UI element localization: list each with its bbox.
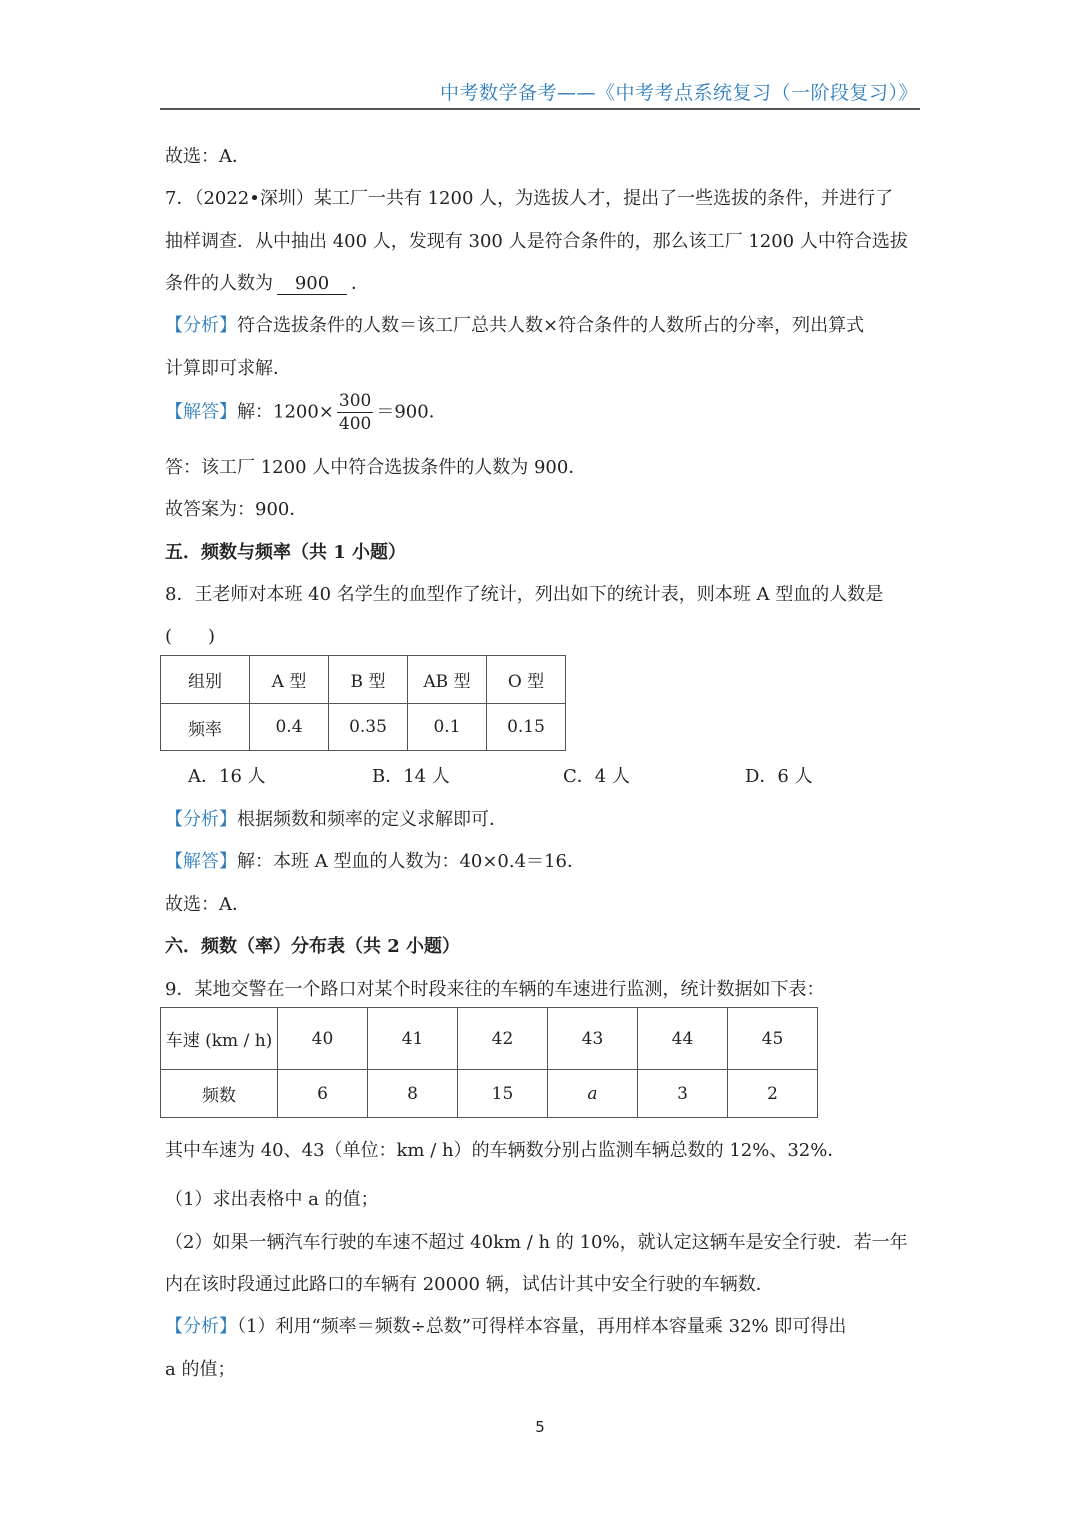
- solution-tag: 【解答】: [165, 401, 237, 423]
- q7-line3: [165, 269, 369, 295]
- table-cell: AB 型: [408, 656, 487, 704]
- q7-analysis: [165, 311, 864, 337]
- q9-analysis-2: a 的值；: [165, 1359, 236, 1380]
- table-cell: O 型: [487, 656, 566, 704]
- table-cell: A 型: [250, 656, 329, 704]
- q9-analysis: [165, 1312, 846, 1338]
- speed-table: [160, 1007, 818, 1118]
- q7-solution: [165, 390, 447, 435]
- q7-analysis-2: 计算即可求解．: [165, 358, 291, 379]
- option-c: C．4 人: [563, 766, 630, 787]
- table-cell: 2: [728, 1070, 818, 1118]
- table-cell: 3: [638, 1070, 728, 1118]
- table-row: [161, 656, 566, 704]
- table-cell: 41: [368, 1008, 458, 1070]
- q8-final: 故选：A．: [165, 894, 250, 915]
- table-cell: 6: [278, 1070, 368, 1118]
- solution-tag: 【解答】: [165, 851, 237, 872]
- fraction-numerator: 300: [338, 391, 372, 411]
- table-cell: 频数: [161, 1070, 278, 1118]
- analysis-tag: 【分析】: [165, 809, 237, 830]
- table-cell: 15: [458, 1070, 548, 1118]
- analysis-tag: 【分析】: [165, 1316, 237, 1337]
- table-cell: 频率: [161, 704, 250, 751]
- q7-text: 条件的人数为: [165, 273, 273, 294]
- q9-line2: 其中车速为 40、43（单位：km / h）的车辆数分别占监测车辆总数的 12%、32%．: [165, 1140, 846, 1161]
- table-cell: B 型: [329, 656, 408, 704]
- q7-end: ．: [351, 273, 369, 294]
- table-cell: 0.35: [329, 704, 408, 751]
- table-cell: 车速 (km / h): [161, 1008, 278, 1070]
- table-cell: 43: [548, 1008, 638, 1070]
- header-rule: [160, 108, 920, 110]
- solution-text: 解：本班 A 型血的人数为：40×0.4＝16．: [237, 851, 585, 872]
- q8-line2: ( ): [165, 626, 216, 647]
- header-title: 中考数学备考——《中考考点系统复习（一阶段复习）》: [439, 82, 918, 104]
- table-row: [161, 1070, 818, 1118]
- q9-line1: 9．某地交警在一个路口对某个时段来往的车辆的车速进行监测，统计数据如下表：: [165, 979, 825, 1000]
- solution-result: ＝900．: [376, 401, 447, 423]
- section-5-title: 五．频数与频率（共 1 小题）: [165, 542, 407, 563]
- table-row: [161, 1008, 818, 1070]
- table-cell: 组别: [161, 656, 250, 704]
- q7-answer: 答：该工厂 1200 人中符合选拔条件的人数为 900．: [165, 457, 587, 478]
- option-d: D．6 人: [745, 766, 813, 787]
- fraction-denominator: 400: [338, 414, 372, 434]
- q9-part2-cont: 内在该时段通过此路口的车辆有 20000 辆，试估计其中安全行驶的车辆数．: [165, 1274, 774, 1295]
- analysis-text: （1）利用“频率＝频数÷总数”可得样本容量，再用样本容量乘 32% 即可得出: [237, 1316, 847, 1337]
- table-cell: a: [548, 1070, 638, 1118]
- analysis-text: 根据频数和频率的定义求解即可．: [237, 809, 507, 830]
- q8-line1: 8．王老师对本班 40 名学生的血型作了统计，列出如下的统计表，则本班 A 型血的人数是: [165, 584, 884, 605]
- q7-line2: 抽样调查．从中抽出 400 人，发现有 300 人是符合条件的，那么该工厂 1200 人中符合选拔: [165, 231, 908, 252]
- table-cell: 42: [458, 1008, 548, 1070]
- table-cell: 44: [638, 1008, 728, 1070]
- q7-answer-blank: 900: [277, 273, 347, 295]
- table-cell: 40: [278, 1008, 368, 1070]
- analysis-tag: 【分析】: [165, 315, 237, 336]
- section-6-title: 六．频数（率）分布表（共 2 小题）: [165, 936, 461, 957]
- solution-text: 解：1200×: [237, 401, 334, 423]
- table-cell: 8: [368, 1070, 458, 1118]
- page-number: 5: [535, 1418, 545, 1436]
- final-choice-prev: 故选：A．: [165, 146, 250, 167]
- q7-line1: 7．（2022•深圳）某工厂一共有 1200 人，为选拔人才，提出了一些选拔的条件，并进行了: [165, 188, 894, 209]
- fraction: [337, 390, 373, 435]
- q7-final: 故答案为：900．: [165, 499, 308, 520]
- table-row: [161, 704, 566, 751]
- q8-solution: [165, 847, 585, 873]
- q8-analysis: [165, 805, 507, 831]
- table-cell: 45: [728, 1008, 818, 1070]
- option-b: B．14 人: [372, 766, 450, 787]
- blood-type-table: [160, 655, 566, 751]
- table-cell: 0.4: [250, 704, 329, 751]
- option-a: A．16 人: [188, 766, 266, 787]
- analysis-text: 符合选拔条件的人数＝该工厂总共人数×符合条件的人数所占的分率，列出算式: [237, 315, 865, 336]
- q9-part1: （1）求出表格中 a 的值；: [165, 1189, 379, 1210]
- table-cell: 0.1: [408, 704, 487, 751]
- q9-part2: （2）如果一辆汽车行驶的车速不超过 40km / h 的 10%，就认定这辆车是安全行驶．若一年: [165, 1232, 908, 1253]
- table-cell: 0.15: [487, 704, 566, 751]
